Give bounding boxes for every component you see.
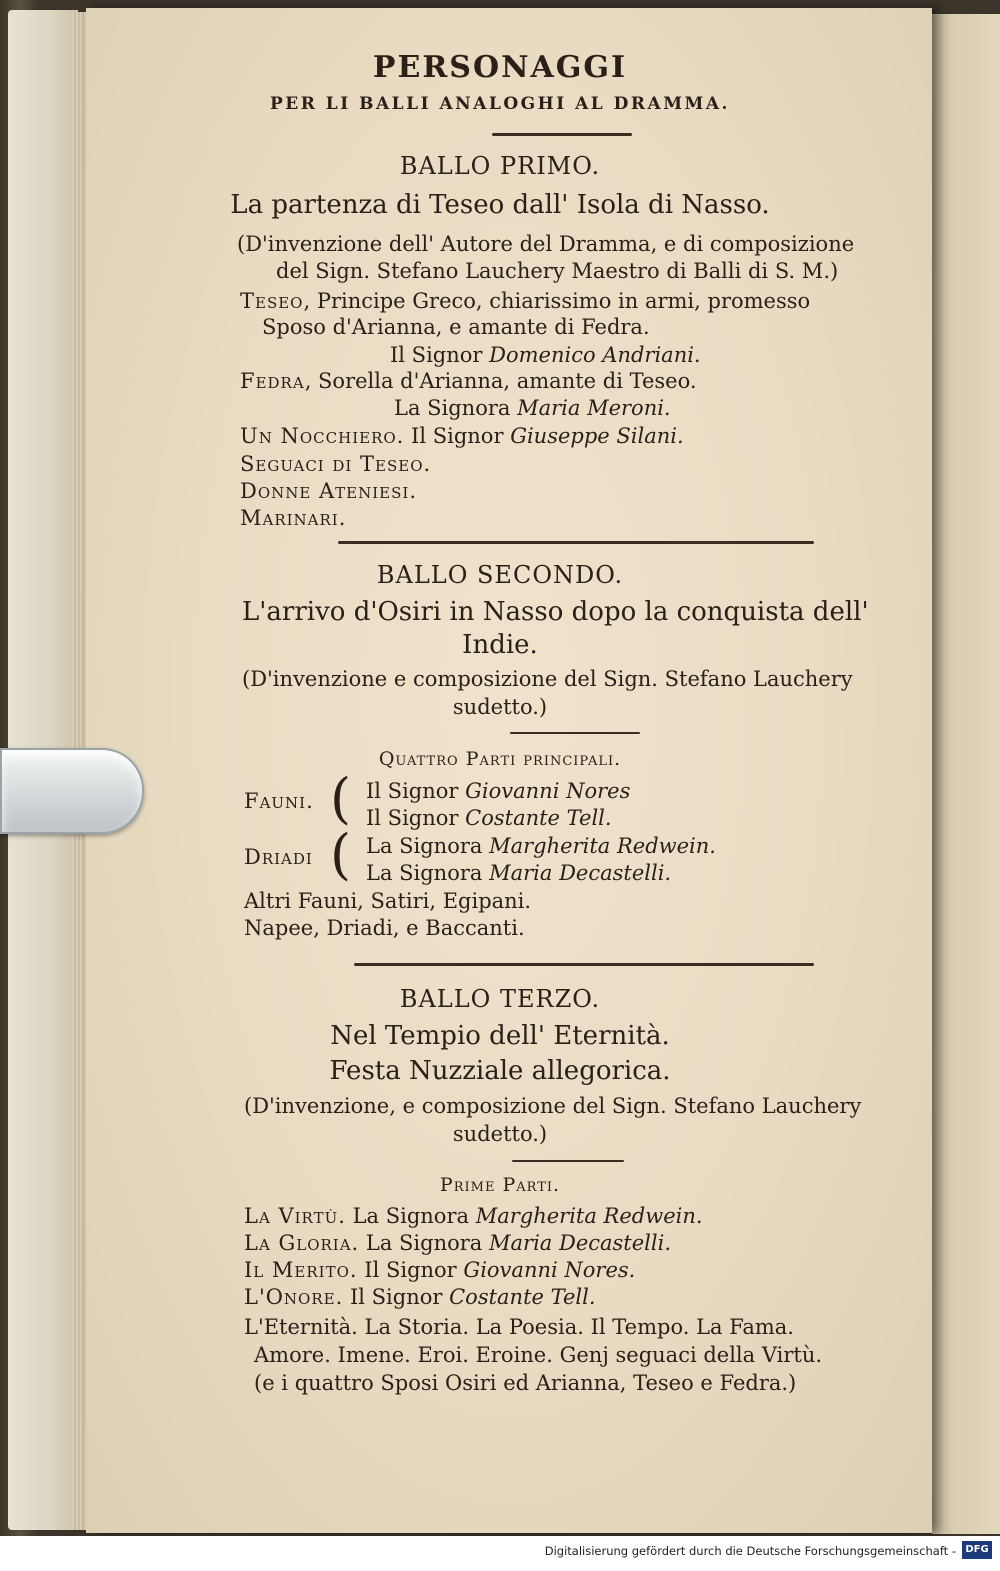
cast-title: La Signora: [394, 396, 511, 420]
list-line-3: (e i quattro Sposi Osiri ed Arianna, Teseo e Fedra.): [254, 1371, 797, 1395]
divider: [512, 1160, 624, 1162]
role-name: La Virtù.: [244, 1204, 346, 1228]
cast-actor: Costante Tell.: [465, 806, 612, 830]
cast-title: Il Signor: [366, 779, 459, 803]
cast-title: La Signora: [352, 1204, 470, 1228]
extra-marinari: Marinari.: [240, 506, 347, 530]
group-fauni-label: Fauni.: [244, 789, 314, 813]
ballo-secondo-title-2: Indie.: [462, 630, 538, 660]
cast-actor: Maria Decastelli.: [489, 1231, 672, 1255]
role-teseo: [240, 289, 810, 313]
footer-credit: Digitalisierung gefördert durch die Deutsche Forschungsgemeinschaft -: [544, 1544, 956, 1558]
cast-actor: Giuseppe Silani.: [510, 424, 684, 448]
cast-title: Il Signor: [390, 343, 483, 367]
others-line-2: Napee, Driadi, e Baccanti.: [244, 916, 525, 940]
cast-title: Il Signor: [411, 424, 504, 448]
role-name: Il Merito.: [244, 1258, 358, 1282]
cast-actor: Maria Meroni.: [517, 396, 671, 420]
cast-title: Il Signor: [364, 1258, 457, 1282]
role-teseo-desc-2: Sposo d'Arianna, e amante di Fedra.: [262, 315, 650, 339]
ballo-secondo-heading: BALLO SECONDO.: [376, 561, 624, 589]
brace-icon: (: [330, 767, 352, 830]
cast-virtu: [244, 1204, 703, 1228]
ballo-secondo-credit-1: (D'invenzione e composizione del Sign. Stefano Lauchery: [242, 667, 853, 691]
cast-actor: Margherita Redwein.: [475, 1204, 703, 1228]
cast-title: La Signora: [365, 1231, 483, 1255]
role-name: L'Onore.: [244, 1285, 344, 1309]
role-name: Fedra: [240, 369, 305, 393]
ballo-terzo-title-2: Festa Nuzziale allegorica.: [329, 1056, 671, 1086]
cast-fauni-1: [366, 779, 630, 803]
ballo-terzo-title-1: Nel Tempio dell' Eternità.: [330, 1021, 670, 1051]
cast-actor: Costante Tell.: [449, 1285, 596, 1309]
ballo-terzo-section: Prime Parti.: [439, 1174, 561, 1196]
cast-merito: [244, 1258, 635, 1282]
facing-page: [932, 14, 1000, 1534]
cast-fedra: [394, 396, 671, 420]
ballo-primo-title: La partenza di Teseo dall' Isola di Nasso.: [230, 190, 770, 220]
ballo-terzo-heading: BALLO TERZO.: [399, 985, 601, 1013]
group-driadi-label: Driadi: [244, 845, 313, 869]
list-line-1: L'Eternità. La Storia. La Poesia. Il Tempo. La Fama.: [244, 1315, 794, 1339]
role-description: , Principe Greco, chiarissimo in armi, promesso: [303, 289, 811, 313]
ballo-terzo-credit-2: sudetto.): [452, 1122, 548, 1146]
cast-fauni-2: [366, 806, 612, 830]
cast-title: La Signora: [366, 834, 483, 858]
ballo-primo-credit-1: (D'invenzione dell' Autore del Dramma, e di composizione: [237, 232, 855, 256]
cast-actor: Margherita Redwein.: [489, 834, 716, 858]
divider: [492, 133, 632, 136]
cast-title: Il Signor: [366, 806, 459, 830]
cast-actor: Giovanni Nores.: [463, 1258, 636, 1282]
ballo-terzo-credit-1: (D'invenzione, e composizione del Sign. Stefano Lauchery: [244, 1094, 862, 1118]
divider: [510, 732, 640, 734]
cast-title: La Signora: [366, 861, 483, 885]
dfg-logo: DFG: [962, 1541, 992, 1559]
others-line-1: Altri Fauni, Satiri, Egipani.: [244, 889, 532, 913]
ballo-primo-credit-2: del Sign. Stefano Lauchery Maestro di Balli di S. M.): [276, 259, 839, 283]
page-title: PERSONAGGI: [372, 50, 628, 85]
extra-donne: Donne Ateniesi.: [240, 479, 418, 503]
role-nocchiero: [240, 424, 684, 448]
role-name: Un Nocchiero.: [240, 424, 405, 448]
cast-title: Il Signor: [349, 1285, 443, 1309]
ballo-secondo-title-1: L'arrivo d'Osiri in Nasso dopo la conquista dell': [242, 597, 869, 627]
cast-gloria: [244, 1231, 671, 1255]
cast-actor: Domenico Andriani.: [489, 343, 701, 367]
cast-onore: [244, 1285, 596, 1309]
role-name: Teseo: [240, 289, 304, 313]
role-fedra: [240, 369, 697, 393]
extra-seguaci: Seguaci di Teseo.: [240, 452, 432, 476]
ballo-primo-heading: BALLO PRIMO.: [399, 152, 601, 180]
list-line-2: Amore. Imene. Eroi. Eroine. Genj seguaci della Virtù.: [254, 1343, 823, 1367]
cast-teseo: [390, 343, 701, 367]
ballo-secondo-section: Quattro Parti principali.: [378, 748, 622, 770]
cast-driadi-1: [366, 834, 716, 858]
role-description: , Sorella d'Arianna, amante di Teseo.: [304, 369, 697, 393]
brace-icon: (: [330, 823, 352, 886]
cast-actor: Giovanni Nores: [465, 779, 631, 803]
divider: [354, 963, 814, 966]
cast-driadi-2: [366, 861, 671, 885]
ballo-secondo-credit-2: sudetto.): [452, 695, 548, 719]
page-subtitle: PER LI BALLI ANALOGHI AL DRAMMA.: [270, 94, 730, 114]
role-name: La Gloria.: [244, 1231, 360, 1255]
divider: [338, 541, 814, 544]
cast-actor: Maria Decastelli.: [489, 861, 672, 885]
